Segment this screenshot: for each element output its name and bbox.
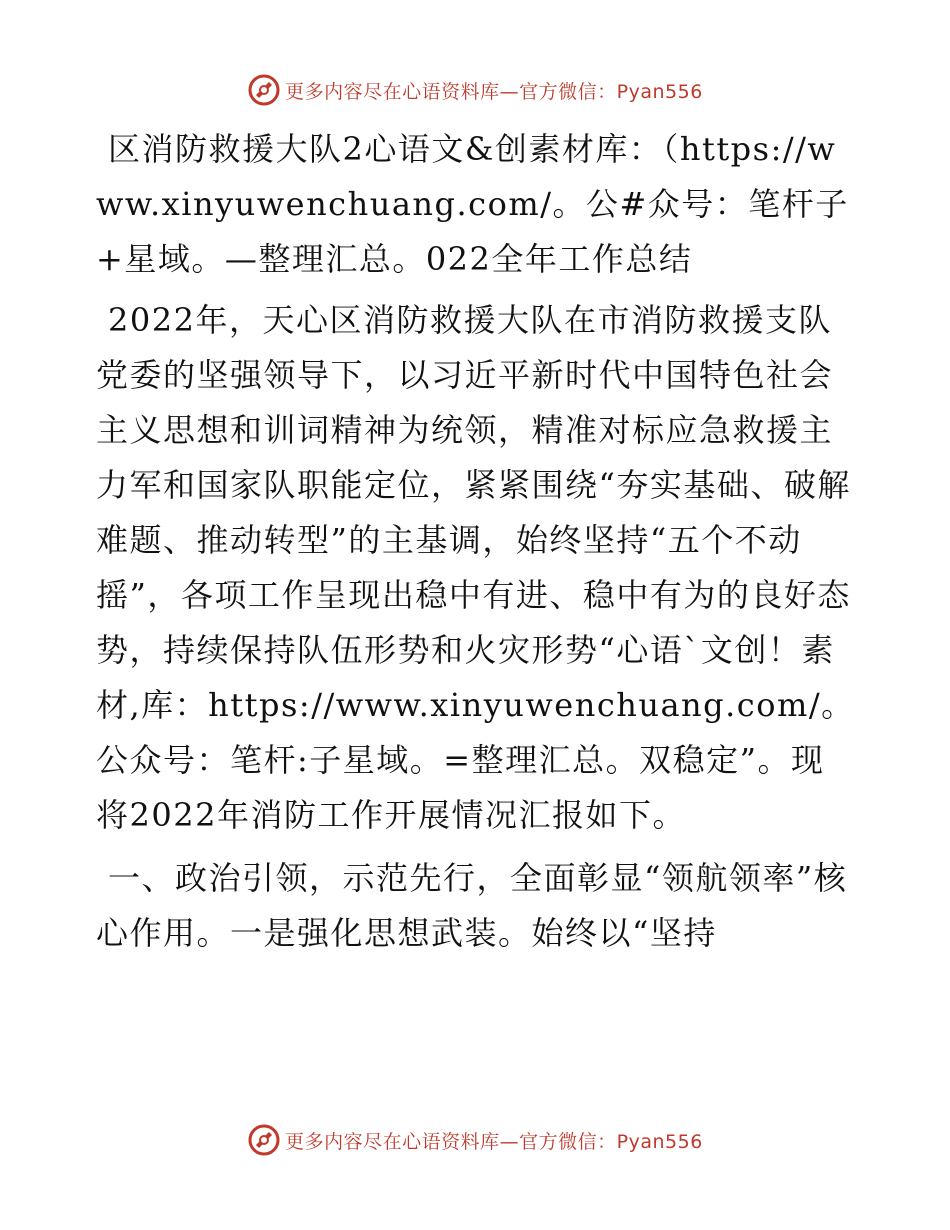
seal-logo-icon [247, 73, 281, 107]
document-body [96, 122, 856, 961]
seal-logo-icon [247, 1123, 281, 1157]
document-paragraph-2: 2022年，天心区消防救援大队在市消防救援支队党委的坚强领导下，以习近平新时代中国特色社会主义思想和训词精神为统领，精准对标应急救援主力军和国家队职能定位，紧紧围绕“夯实基础、破解难题、推动转型”的主基调，始终坚持“五个不动摇”，各项工作呈现出稳中有进、稳中有为的良好态势，持续保持队伍形势和火灾形势“心语`文创！素材,库：https://www.xinyuwenchuang.com/。公众号：笔杆:子星域。=整理汇总。双稳定”。现将2022年消防工作开展情况汇报如下。 [96, 301, 855, 834]
header-banner [0, 70, 950, 110]
footer-banner-text: 更多内容尽在心语资料库—官方微信：Pyan556 [285, 1130, 703, 1153]
footer-banner [0, 1120, 950, 1160]
document-paragraph-1: 区消防救援大队2心语文&创素材库：（https://www.xinyuwenchuang.com/。公#众号：笔杆子+星域。—整理汇总。022全年工作总结 [96, 130, 849, 278]
document-paragraph-3: 一、政治引领，示范先行，全面彰显“领航领率”核心作用。一是强化思想武装。始终以“坚持 [96, 859, 848, 952]
header-banner-text: 更多内容尽在心语资料库—官方微信：Pyan556 [285, 80, 703, 103]
